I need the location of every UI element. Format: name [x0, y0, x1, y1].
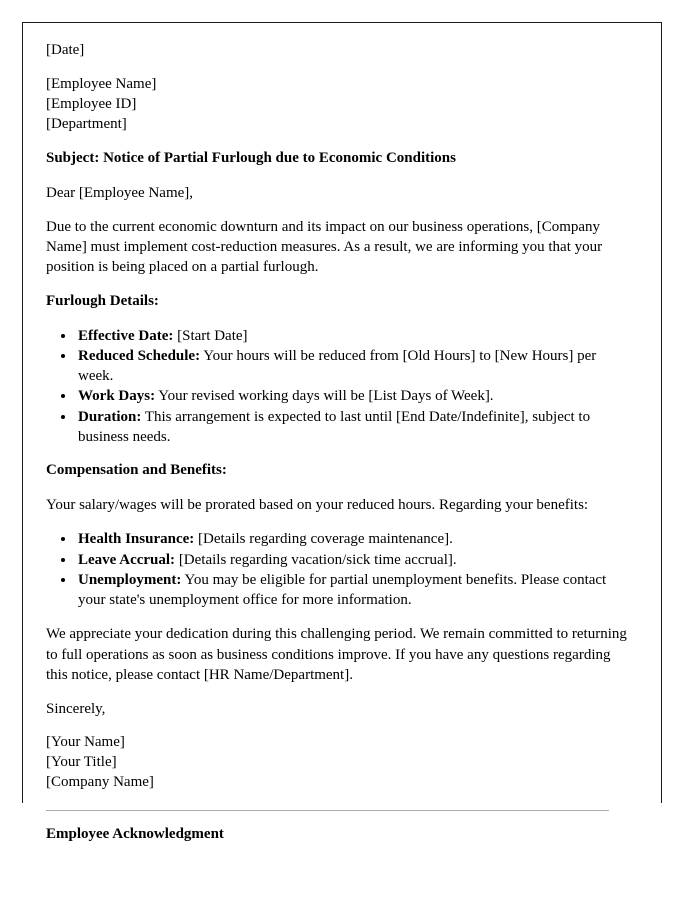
list-item-text: You may be eligible for partial unemployment benefits. Please contact your state's unemployment office for more information. — [78, 571, 607, 609]
compensation-benefits-list — [46, 529, 632, 610]
document-page — [22, 22, 662, 843]
list-item-label: Reduced Schedule: — [78, 347, 201, 364]
recipient-block — [46, 75, 632, 135]
salutation: Dear [Employee Name], — [46, 184, 194, 201]
list-item-label: Work Days: — [78, 388, 156, 405]
signature-company: [Company Name] — [46, 774, 154, 791]
list-item-label: Effective Date: — [78, 327, 174, 344]
subject-line: Subject: Notice of Partial Furlough due to Economic Conditions — [46, 149, 456, 166]
signature-name: [Your Name] — [46, 734, 125, 751]
list-item — [76, 570, 632, 611]
list-item — [76, 407, 632, 448]
recipient-employee-name: [Employee Name] — [46, 75, 157, 92]
list-item-label: Leave Accrual: — [78, 551, 176, 568]
furlough-details-heading: Furlough Details: — [46, 292, 159, 309]
list-item-text: [Details regarding coverage maintenance]. — [194, 531, 453, 548]
sign-off: Sincerely, — [46, 701, 106, 718]
recipient-department: [Department] — [46, 115, 127, 132]
list-item — [76, 386, 632, 406]
signature-block — [46, 733, 632, 793]
recipient-employee-id: [Employee ID] — [46, 95, 137, 112]
date-placeholder: [Date] — [46, 42, 85, 58]
list-item-text: [Details regarding vacation/sick time accrual]. — [175, 551, 457, 568]
list-item — [76, 346, 632, 387]
list-item — [76, 550, 632, 570]
acknowledgment-heading: Employee Acknowledgment — [46, 826, 224, 843]
section-divider — [46, 810, 609, 811]
list-item-text: Your hours will be reduced from [Old Hours] to [New Hours] per week. — [78, 347, 597, 385]
list-item-label: Health Insurance: — [78, 531, 195, 548]
intro-paragraph: Due to the current economic downturn and its impact on our business operations, [Company Name] must implement cost-reduction measures. As a result, we are informing you that your position is being placed on a partial furlough. — [46, 218, 603, 276]
list-item-text: Your revised working days will be [List Days of Week]. — [155, 388, 494, 405]
list-item-text: [Start Date] — [173, 327, 248, 344]
compensation-paragraph: Your salary/wages will be prorated based on your reduced hours. Regarding your benefits: — [46, 497, 589, 514]
list-item — [76, 529, 632, 549]
list-item-text: This arrangement is expected to last until [End Date/Indefinite], subject to business needs. — [78, 408, 591, 445]
list-item-label: Duration: — [78, 408, 142, 425]
signature-title: [Your Title] — [46, 754, 117, 771]
document-body — [46, 41, 632, 845]
date-block — [46, 41, 632, 61]
list-item — [76, 326, 632, 346]
list-item-label: Unemployment: — [78, 571, 182, 588]
compensation-benefits-heading: Compensation and Benefits: — [46, 462, 227, 479]
closing-paragraph: We appreciate your dedication during this challenging period. We remain committed to returning to full operations as soon as business conditions improve. If you have any questions regarding this notice, please contact [HR Name/Department]. — [46, 626, 627, 683]
furlough-details-list — [46, 326, 632, 448]
